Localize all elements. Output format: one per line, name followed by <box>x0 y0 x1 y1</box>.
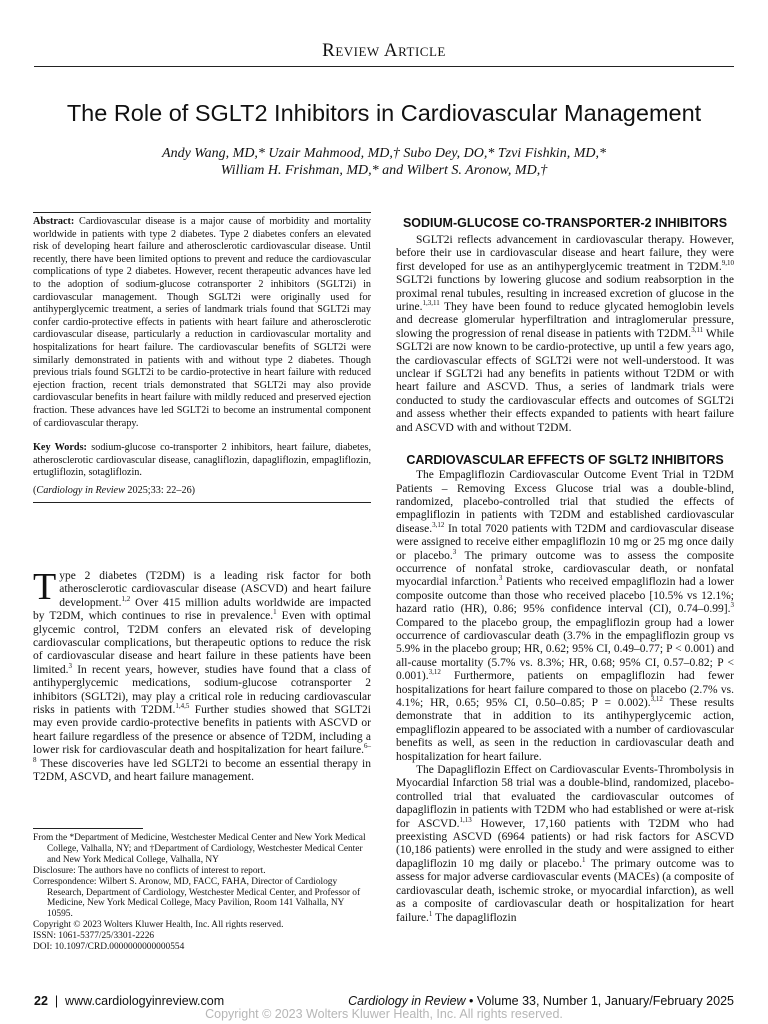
copyright-watermark: Copyright © 2023 Wolters Kluwer Health, Inc. All rights reserved. <box>205 1007 563 1021</box>
body-text: The primary outcome was to assess the composite occurrence of nonfatal stroke, cardiovascular death, or nonfatal myocardial infarction. <box>396 549 734 589</box>
page-number: 22 <box>34 994 48 1008</box>
section2-paragraph-1 <box>396 469 734 764</box>
ref-sup: 3 <box>730 601 734 610</box>
footnote-issn: ISSN: 1061-5377/25/3301-2226 <box>33 931 155 942</box>
footnote-disclosure: Disclosure: The authors have no conflicts of interest to report. <box>33 865 266 876</box>
ref-sup: 9,10 <box>721 258 734 267</box>
ref-sup: 3,11 <box>691 326 704 335</box>
footer-bullet: • <box>465 994 477 1008</box>
journal-url[interactable]: www.cardiologyinreview.com <box>65 994 225 1008</box>
footnotes <box>33 828 371 953</box>
footnote-affiliation: From the *Department of Medicine, Westchester Medical Center and New York Medical College, Valhalla, NY; and †Department of Cardiology, Westchester Medical Center and New York Medical College, Valhalla, NY <box>33 833 366 865</box>
ref-sup: 3 <box>452 547 457 556</box>
intro-text: In recent years, however, studies have found that a class of antihyperglycemic medications, sodium-glucose cotransporter 2 inhibitors (SGLT2i), may play a critical role in reducing cardiovascular risks in patients with T2DM. <box>33 663 371 717</box>
ref-sup: 3 <box>68 662 72 671</box>
body-text: The primary outcome was to assess for major adverse cardiovascular events (MACEs) (a composite of cardiovascular death, ischemic stroke, or myocardial infarction), as well as a composite of cardiovascular death or hospitalization for heart failure. <box>396 857 734 924</box>
intro-text: Even with optimal glycemic control, T2DM confers an elevated risk of developing cardiovascular complications, but therapeutic options to reduce the risk of cardiovascular disease and heart failure in these patients have been limited. <box>33 610 371 676</box>
abstract-top-rule <box>33 212 371 213</box>
abstract-text <box>33 216 371 430</box>
ref-sup: 3 <box>498 574 503 583</box>
header-rule <box>34 66 734 67</box>
ref-sup: 3,12 <box>428 668 441 677</box>
intro-text: Further studies showed that SGLT2i may even provide cardio-protective benefits in patients with ASCVD or heart failure regardless of the presence or absence of T2DM, including a lower risk for cardiovascular death and hospitalization for heart failure. <box>33 704 372 757</box>
intro-text: ype 2 diabetes (T2DM) is a leading risk factor for both atherosclerotic cardiovascular disease (ASCVD) and heart failure development. <box>59 570 371 609</box>
footer-issue: Volume 33, Number 1, January/February 2025 <box>476 994 734 1008</box>
footnote-copyright: Copyright © 2023 Wolters Kluwer Health, Inc. All rights reserved. <box>33 920 284 931</box>
ref-sup: 3,12 <box>432 520 445 529</box>
drop-cap: T <box>33 566 57 608</box>
body-text: However, 17,160 patients with T2DM who had preexisting ASCVD (6964 patients) or had risk factors for ASCVD (10,186 patients) were enrolled in the study and were assigned to either dapagliflozin 10 mg daily or placebo. <box>396 817 734 870</box>
body-text: The Dapagliflozin Effect on Cardiovascular Events-Thrombolysis in Myocardial Infarction 58 trial was a double-blind, randomized, placebo-controlled trial that evaluated the cardiovascular outcomes of dapagliflozin in patients with T2DM who had established or were at-risk for ASCVD. <box>396 764 734 830</box>
section-heading-sglt2: SODIUM-GLUCOSE CO-TRANSPORTER-2 INHIBITORS <box>402 216 728 230</box>
abstract-bottom-rule <box>33 502 371 503</box>
body-text: These results demonstrate that in addition to its antihyperglycemic action, empagliflozin appeared to be associated with a number of cardiovascular benefits as well, as seen in the reduction in cardiovascular death and hospitalization for heart failure. <box>396 697 734 763</box>
body-text: While SGLT2i are now known to be cardio-protective, up until a few years ago, the cardiovascular effects of SGLT2i were not well-understood. It was unclear if SGLT2i had any benefits in patients without T2DM or with heart failure and ASCVD. Thus, a series of landmark trials were conducted to study the cardiovascular effects and outcomes of SGLT2i and assess whether their effects expanded to patients with heart failure and ASCVD with and without T2DM. <box>396 327 734 434</box>
ref-sup: 1,4,5 <box>175 702 190 711</box>
intro-text: Over 415 million adults worldwide are impacted by T2DM, which continues to rise in prevalence. <box>33 596 371 623</box>
ref-sup: 1,3,11 <box>422 299 440 308</box>
ref-sup: 3,12 <box>650 695 663 704</box>
abstract-body: Cardiovascular disease is a major cause of morbidity and mortality worldwide in patients with type 2 diabetes. Type 2 diabetes confers an elevated risk of developing heart failure and atherosclerotic cardiovascular disease. Until recently, there have been limited options to prevent and reduce the cardiovascular complications of type 2 diabetes. However, recent therapeutic advances have led to the adoption of sodium-glucose cotransporter 2 inhibitors (SGLT2i) in cardiovascular management. Though SGLT2i were originally used for antihyperglycemic treatment, a series of landmark trials found that SGLT2i may confer cardio-protective effects in patients with heart failure and atherosclerotic cardiovascular disease, particularly a reduction in cardiovascular mortality and hospitalizations for heart failure. The cardiovascular benefits of SGLT2i were similarly demonstrated in patients with and without type 2 diabetes. Though previous trials found SGLT2i to be cardio-protective in heart failure with reduced ejection fraction, recent trials demonstrated that SGLT2i may also provide cardiovascular benefits in heart failure with mildly reduced and preserved ejection fraction. These advances have led SGLT2i to become an instrumental component of cardiovascular therapy. <box>33 216 371 429</box>
section2 <box>396 453 734 925</box>
body-text: In total 7020 patients with T2DM and cardiovascular disease were assigned to receive either empagliflozin 10 mg or 25 mg once daily or placebo. <box>396 522 734 562</box>
footer-separator: | <box>47 994 66 1008</box>
body-text: Furthermore, patients on empagliflozin had fewer hospitalizations for heart failure compared to those on placebo (2.7% vs. 4.1%; HR, 0.65; 95% CI, 0.50–0.85; P = 0.002). <box>396 670 734 709</box>
body-text: The Empagliflozin Cardiovascular Outcome Event Trial in T2DM Patients – Removing Excess Glucose trial was a double-blind, randomized, placebo-controlled trial that studied the effects of empagliflozin in patients with T2DM and established cardiovascular disease. <box>396 469 734 535</box>
abstract-box <box>33 212 371 503</box>
ref-sup: 1,2 <box>121 594 131 603</box>
body-text: SGLT2i functions by lowering glucose and sodium reabsorption in the proximal renal tubules, resulting in increased excretion of glucose in the urine. <box>396 274 734 314</box>
citation-journal: Cardiology in Review <box>36 484 125 496</box>
body-text: Patients who received empagliflozin had a lower composite outcome than those who received placebo [10.5% vs 12.1%; hazard ratio (HR), 0.86; 95% confidence interval (CI), 0.74–0.99]. <box>396 576 734 616</box>
body-text: The dapagliflozin <box>432 911 517 924</box>
ref-sup: 1 <box>582 856 586 865</box>
footer-journal: Cardiology in Review <box>348 994 466 1008</box>
footnote-doi[interactable]: DOI: 10.1097/CRD.0000000000000554 <box>33 942 185 953</box>
authors-line-2: William H. Frishman, MD,* and Wilbert S. Aronow, MD,† <box>220 163 548 178</box>
body-text: They have been found to reduce glycated hemoglobin levels and decrease glomerular hyperfiltration and intraglomerular pressure, slowing the progression of renal disease in patients with T2DM. <box>396 301 734 340</box>
section2-paragraph-2 <box>396 764 734 925</box>
ref-sup: 1,13 <box>459 815 472 824</box>
author-list <box>0 145 768 179</box>
article-type-heading: Review Article <box>322 40 446 61</box>
citation <box>33 485 371 498</box>
section-heading-cv-effects: CARDIOVASCULAR EFFECTS OF SGLT2 INHIBITORS <box>406 453 724 468</box>
citation-volume: 2025;33: 22–26) <box>124 484 196 496</box>
ref-sup: 6–8 <box>33 742 371 764</box>
authors-line-1: Andy Wang, MD,* Uzair Mahmood, MD,† Subo Dey, DO,* Tzvi Fishkin, MD,* <box>162 146 606 161</box>
ref-sup: 1 <box>428 909 433 918</box>
introduction-paragraph <box>33 566 372 785</box>
keywords-label: Key Words: <box>33 442 87 454</box>
intro-text: These discoveries have led SGLT2i to become an essential therapy in T2DM, ASCVD, and heart failure management. <box>33 757 371 784</box>
footnote-correspondence: Correspondence: Wilbert S. Aronow, MD, FACC, FAHA, Director of Cardiology Research, Department of Cardiology, Westchester Medical Center, and Professor of Medicine, New York Medical College, Macy Pavilion, Room 141 Valhalla, NY 10595. <box>33 876 361 920</box>
citation-open: ( <box>33 484 37 496</box>
ref-sup: 1 <box>273 608 277 617</box>
body-text: Compared to the placebo group, the empagliflozin group had a lower occurrence of cardiovascular death (3.7% in the empagliflozin group vs 5.9% in the placebo group; HR, 0.62; 95% CI, 0.49–0.77; P < 0.001) and all-cause mortality (5.7% vs. 8.3%; HR, 0.68; 95% CI, 0.57–0.82; P < 0.001). <box>396 616 734 683</box>
keywords <box>33 442 371 480</box>
keywords-list: sodium-glucose co-transporter 2 inhibitors, heart failure, diabetes, atherosclerotic cardiovascular disease, canagliflozin, dapagliflozin, empagliflozin, ertugliflozin, sotagliflozin. <box>33 442 371 479</box>
abstract-label: Abstract: <box>33 216 75 227</box>
section1-paragraph <box>396 234 734 435</box>
right-column <box>396 216 734 925</box>
footnote-rule <box>33 828 143 829</box>
body-text: SGLT2i reflects advancement in cardiovascular therapy. However, before their use in cardiovascular disease and heart failure, they were first developed for use as an antihyperglycemic treatment in T2DM. <box>396 234 734 273</box>
article-title: The Role of SGLT2 Inhibitors in Cardiovascular Management <box>66 100 702 126</box>
